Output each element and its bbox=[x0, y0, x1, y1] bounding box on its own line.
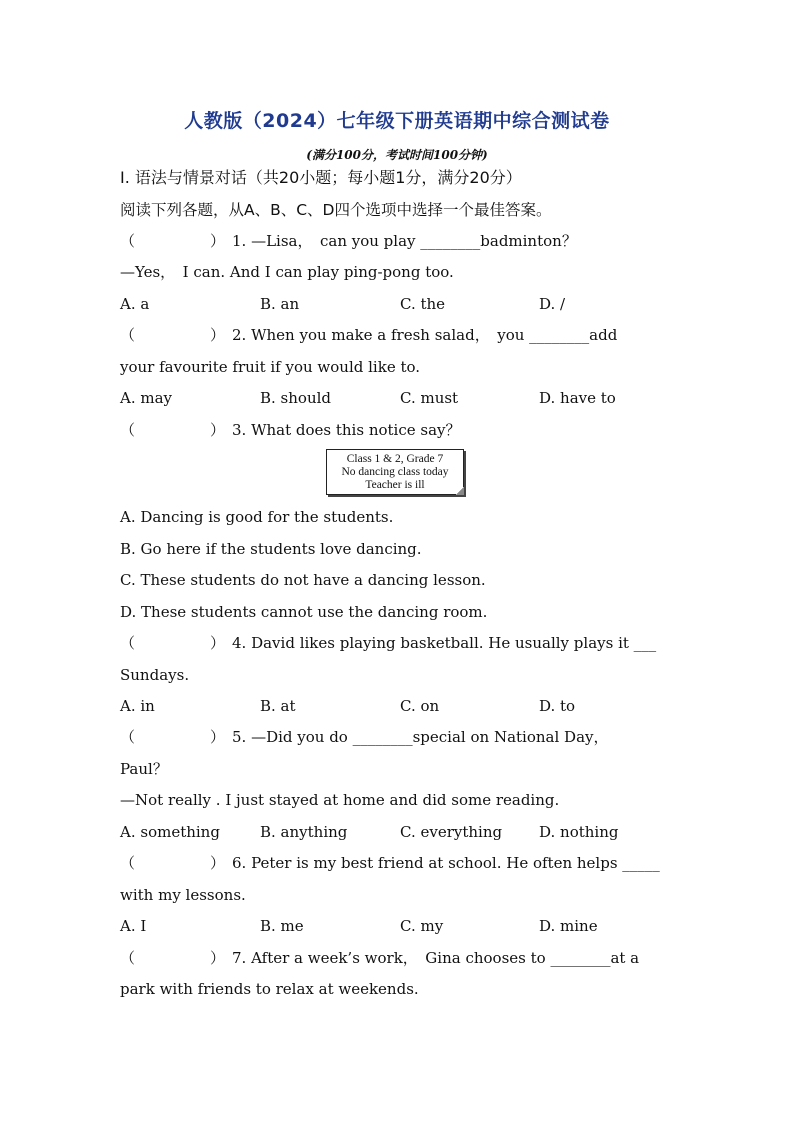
question-4-line-1 bbox=[120, 633, 680, 653]
page-fold-icon bbox=[456, 487, 464, 495]
option-c: C. everything bbox=[400, 823, 503, 841]
option-a: A. I bbox=[120, 917, 147, 935]
question-5-line-1 bbox=[120, 727, 680, 747]
option-a: A. in bbox=[120, 697, 155, 715]
answer-blank[interactable]: （ ） bbox=[120, 728, 226, 746]
section-instruction: 阅读下列各题，从A、B、C、D四个选项中选择一个最佳答案。 bbox=[120, 201, 552, 219]
question-5-text: 5. —Did you do ________special on National Day， bbox=[232, 728, 609, 746]
notice-line-2: No dancing class today bbox=[341, 466, 449, 478]
question-6-line-1 bbox=[120, 853, 680, 873]
notice-line-1: Class 1 & 2, Grade 7 bbox=[346, 453, 444, 465]
option-a: A. something bbox=[120, 823, 220, 841]
option-b: B. anything bbox=[260, 823, 348, 841]
question-2-line-1 bbox=[120, 325, 680, 345]
option-a: A. Dancing is good for the students. bbox=[120, 508, 394, 526]
option-b: B. Go here if the students love dancing. bbox=[120, 540, 422, 558]
question-7-line-1 bbox=[120, 948, 680, 968]
answer-blank[interactable]: （ ） bbox=[120, 854, 226, 872]
question-1-text: 1. —Lisa， can you play ________badminton？ bbox=[232, 232, 577, 250]
option-d: D. / bbox=[539, 295, 566, 313]
question-2-text: 2. When you make a fresh salad， you ________add bbox=[232, 326, 618, 344]
option-c: C. on bbox=[400, 697, 440, 715]
answer-blank[interactable]: （ ） bbox=[120, 949, 226, 967]
question-3-text: 3. What does this notice say？ bbox=[232, 421, 461, 439]
question-4-text: 4. David likes playing basketball. He usually plays it ___ bbox=[232, 634, 657, 652]
option-d: D. have to bbox=[539, 389, 616, 407]
question-5-line-2: Paul？ bbox=[120, 760, 168, 778]
option-c: C. These students do not have a dancing lesson. bbox=[120, 571, 486, 589]
section-heading: Ⅰ. 语法与情景对话（共20小题；每小题1分，满分20分） bbox=[120, 168, 522, 187]
question-1-line-2: —Yes， I can. And I can play ping-pong too. bbox=[120, 263, 454, 281]
exam-title: 人教版（2024）七年级下册英语期中综合测试卷 bbox=[184, 110, 610, 132]
option-d: D. nothing bbox=[539, 823, 619, 841]
notice-image bbox=[326, 449, 464, 495]
question-1-line-1 bbox=[120, 231, 680, 251]
option-b: B. should bbox=[260, 389, 332, 407]
option-a: A. a bbox=[120, 295, 150, 313]
answer-blank[interactable]: （ ） bbox=[120, 634, 226, 652]
option-c: C. must bbox=[400, 389, 459, 407]
option-d: D. These students cannot use the dancing room. bbox=[120, 603, 488, 621]
option-b: B. an bbox=[260, 295, 300, 313]
question-5-line-3: —Not really . I just stayed at home and did some reading. bbox=[120, 791, 560, 809]
option-d: D. mine bbox=[539, 917, 598, 935]
option-c: C. my bbox=[400, 917, 444, 935]
question-2-line-2: your favourite fruit if you would like to. bbox=[120, 358, 421, 376]
option-d: D. to bbox=[539, 697, 576, 715]
exam-subtitle: (满分100分，考试时间100分钟) bbox=[306, 148, 488, 162]
question-3-line-1 bbox=[120, 420, 680, 440]
answer-blank[interactable]: （ ） bbox=[120, 326, 226, 344]
notice-line-3: Teacher is ill bbox=[365, 479, 425, 491]
question-4-line-2: Sundays. bbox=[120, 666, 190, 684]
option-b: B. at bbox=[260, 697, 296, 715]
question-7-text: 7. After a week’s work， Gina chooses to ________at a bbox=[232, 949, 640, 967]
option-b: B. me bbox=[260, 917, 304, 935]
answer-blank[interactable]: （ ） bbox=[120, 232, 226, 250]
option-a: A. may bbox=[120, 389, 173, 407]
question-7-line-2: park with friends to relax at weekends. bbox=[120, 980, 419, 998]
question-6-line-2: with my lessons. bbox=[120, 886, 246, 904]
option-c: C. the bbox=[400, 295, 446, 313]
question-6-text: 6. Peter is my best friend at school. He often helps _____ bbox=[232, 854, 660, 872]
answer-blank[interactable]: （ ） bbox=[120, 421, 226, 439]
